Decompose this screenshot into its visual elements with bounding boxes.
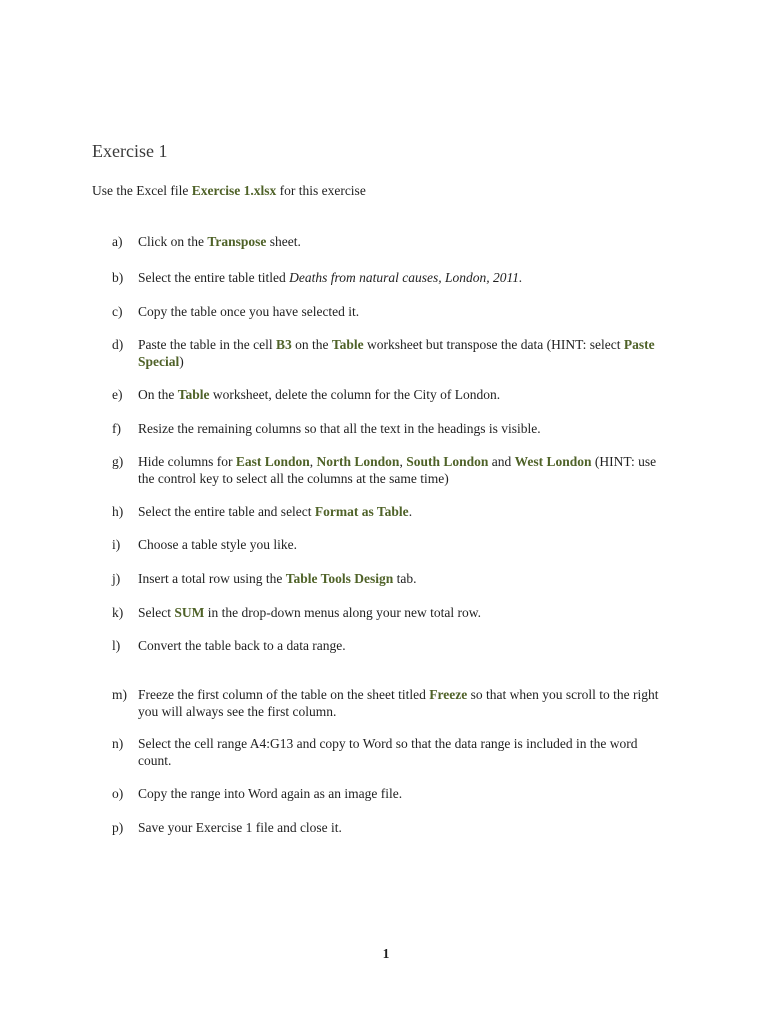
instruction-label: h) [112,504,124,519]
instruction-text [138,454,672,487]
instruction-fragment: Insert a total row using the [138,571,286,586]
instruction-fragment: ) [179,353,184,369]
instruction-text [138,820,672,837]
instruction-fragment: , [309,454,317,469]
instruction-label: f) [112,421,121,436]
highlighted-term: East London [235,454,310,469]
instruction-fragment: Select [138,605,175,620]
italic-title: Deaths from natural causes, London, 2011. [289,270,523,285]
highlighted-term: West London [514,454,592,469]
instruction-fragment: worksheet but transpose the data (HINT: select [363,337,624,352]
highlighted-term: Table [331,337,364,352]
instruction-item [112,234,672,251]
instruction-fragment: Copy the table once you have selected it. [138,304,360,319]
instruction-fragment: tab. [393,571,417,586]
instruction-fragment: Save your Exercise 1 file and close it. [138,820,342,835]
instruction-label: p) [112,820,124,835]
instruction-item [112,687,672,720]
exercise-intro [92,183,366,199]
intro-text-before: Use the Excel file [92,183,192,198]
instruction-text [138,234,672,251]
instruction-fragment: Select the cell range A4:G13 and copy to Word so that the data range is included in the word count. [138,736,638,768]
highlighted-term: Table [177,387,210,402]
instruction-label: b) [112,270,124,285]
instruction-fragment: Freeze the first column of the table on the sheet titled [138,687,430,702]
instruction-label: d) [112,337,124,352]
instruction-fragment: Copy the range into Word again as an image file. [138,786,403,801]
page-number: 1 [382,946,390,961]
instruction-item [112,820,672,837]
instruction-fragment: Select the entire table titled [138,270,290,285]
highlighted-term: Transpose [207,234,267,249]
instruction-item [112,504,672,521]
instruction-item [112,304,672,321]
instruction-fragment: Resize the remaining columns so that all the text in the headings is visible. [138,421,541,436]
instruction-text [138,337,672,370]
instruction-item [112,605,672,622]
highlighted-term: Table Tools Design [285,571,394,586]
instruction-text [138,786,672,803]
instruction-item [112,421,672,438]
instruction-text [138,687,672,720]
instruction-fragment: Hide columns for [138,454,236,469]
instruction-fragment: sheet. [266,234,301,249]
instruction-fragment: Select the entire table and select [138,504,315,519]
instruction-fragment: and [488,454,515,469]
instruction-label: a) [112,234,123,249]
instruction-fragment: worksheet, delete the column for the City of London. [209,387,501,402]
instruction-label: n) [112,736,124,751]
highlighted-term: Format as Table [314,504,409,519]
exercise-title: Exercise 1 [92,141,168,161]
instruction-fragment: Choose a table style you like. [138,537,297,552]
instruction-label: l) [112,638,121,653]
highlighted-term: Paste Special [138,337,655,369]
instruction-text [138,387,672,404]
instruction-text [138,270,672,287]
instruction-text [138,736,672,769]
instruction-item [112,571,672,588]
instruction-item [112,454,672,487]
instruction-item [112,337,672,370]
instruction-item [112,270,672,287]
instruction-fragment: in the drop-down menus along your new total row. [204,605,481,620]
highlighted-term: South London [406,454,489,469]
highlighted-term: North London [316,454,400,469]
instruction-label: m) [112,687,127,702]
instruction-label: i) [112,537,121,552]
instruction-fragment: . [408,504,413,519]
instruction-fragment: Convert the table back to a data range. [138,638,346,653]
instruction-text [138,537,672,554]
instruction-fragment: so that when you scroll to the right you will always see the first column. [138,687,659,719]
instruction-label: e) [112,387,123,402]
intro-text-after: for this exercise [276,183,366,198]
instruction-label: k) [112,605,124,620]
highlighted-term: Freeze [429,687,468,702]
instruction-text [138,504,672,521]
instruction-text [138,421,672,438]
instruction-label: g) [112,454,124,469]
instruction-text [138,638,672,655]
instruction-item [112,537,672,554]
instruction-item [112,387,672,404]
instruction-fragment: on the [291,337,332,352]
instruction-label: c) [112,304,123,319]
instruction-item [112,786,672,803]
instruction-fragment: , [399,454,407,469]
instruction-text [138,571,672,588]
instruction-text [138,304,672,321]
highlighted-term: B3 [275,337,292,352]
instruction-label: j) [112,571,121,586]
instruction-fragment: (HINT: use the control key to select all the columns at the same time) [138,454,657,486]
instruction-label: o) [112,786,124,801]
instruction-fragment: Click on the [138,234,208,249]
instruction-fragment: Paste the table in the cell [138,337,276,352]
instruction-item [112,638,672,655]
intro-file-name: Exercise 1.xlsx [191,183,277,198]
instruction-item [112,736,672,769]
instruction-text [138,605,672,622]
instruction-fragment: On the [138,387,178,402]
highlighted-term: SUM [174,605,205,620]
